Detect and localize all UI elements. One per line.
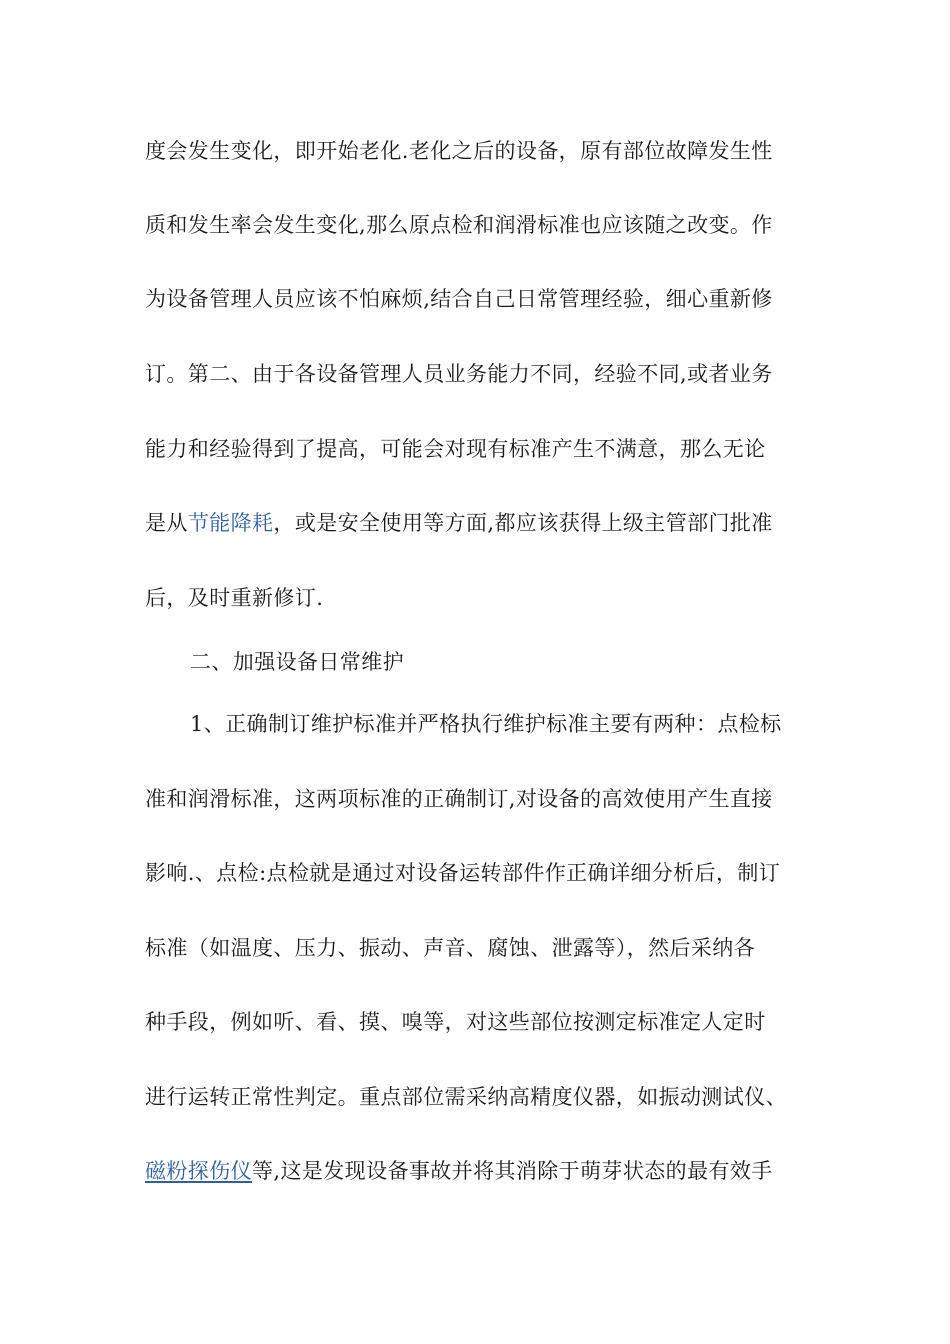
text-line: 进行运转正常性判定。重点部位需采纳高精度仪器，如振动测试仪、 (145, 1085, 787, 1109)
text-segment: 是从 (145, 511, 188, 535)
text-segment: 等,这是发现设备事故并将其消除于萌芽状态的最有效手 (252, 1159, 773, 1183)
section-heading: 二、加强设备日常维护 (190, 650, 404, 674)
text-line: 种手段，例如听、看、摸、嗅等，对这些部位按测定标准定人定时 (145, 1010, 766, 1034)
energy-saving-link[interactable]: 节能降耗 (187, 511, 274, 535)
text-line: 1、正确制订维护标准并严格执行维护标准主要有两种：点检标 (190, 712, 782, 736)
text-line: 准和润滑标准，这两项标准的正确制订,对设备的高效使用产生直接 (145, 787, 773, 811)
text-line: 为设备管理人员应该不怕麻烦,结合自己日常管理经验，细心重新修 (145, 287, 773, 311)
text-line: 标准（如温度、压力、振动、声音、腐蚀、泄露等），然后采纳各 (145, 936, 756, 960)
text-line: 能力和经验得到了提高，可能会对现有标准产生不满意，那么无论 (145, 437, 766, 461)
text-segment: ，或是安全使用等方面,都应该获得上级主管部门批准 (273, 511, 773, 535)
text-line: 后，及时重新修订. (145, 586, 324, 610)
magnetic-particle-flaw-detector-link[interactable]: 磁粉探伤仪 (145, 1159, 252, 1183)
text-line: 影响.、点检:点检就是通过对设备运转部件作正确详细分析后，制订 (145, 861, 781, 885)
text-line: 度会发生变化，即开始老化.老化之后的设备，原有部位故障发生性 (145, 139, 773, 163)
text-line-with-link (145, 1156, 773, 1186)
text-line-with-link (145, 508, 773, 538)
text-line: 质和发生率会发生变化,那么原点检和润滑标准也应该随之改变。作 (145, 213, 773, 237)
text-line: 订。第二、由于各设备管理人员业务能力不同，经验不同,或者业务 (145, 362, 773, 386)
